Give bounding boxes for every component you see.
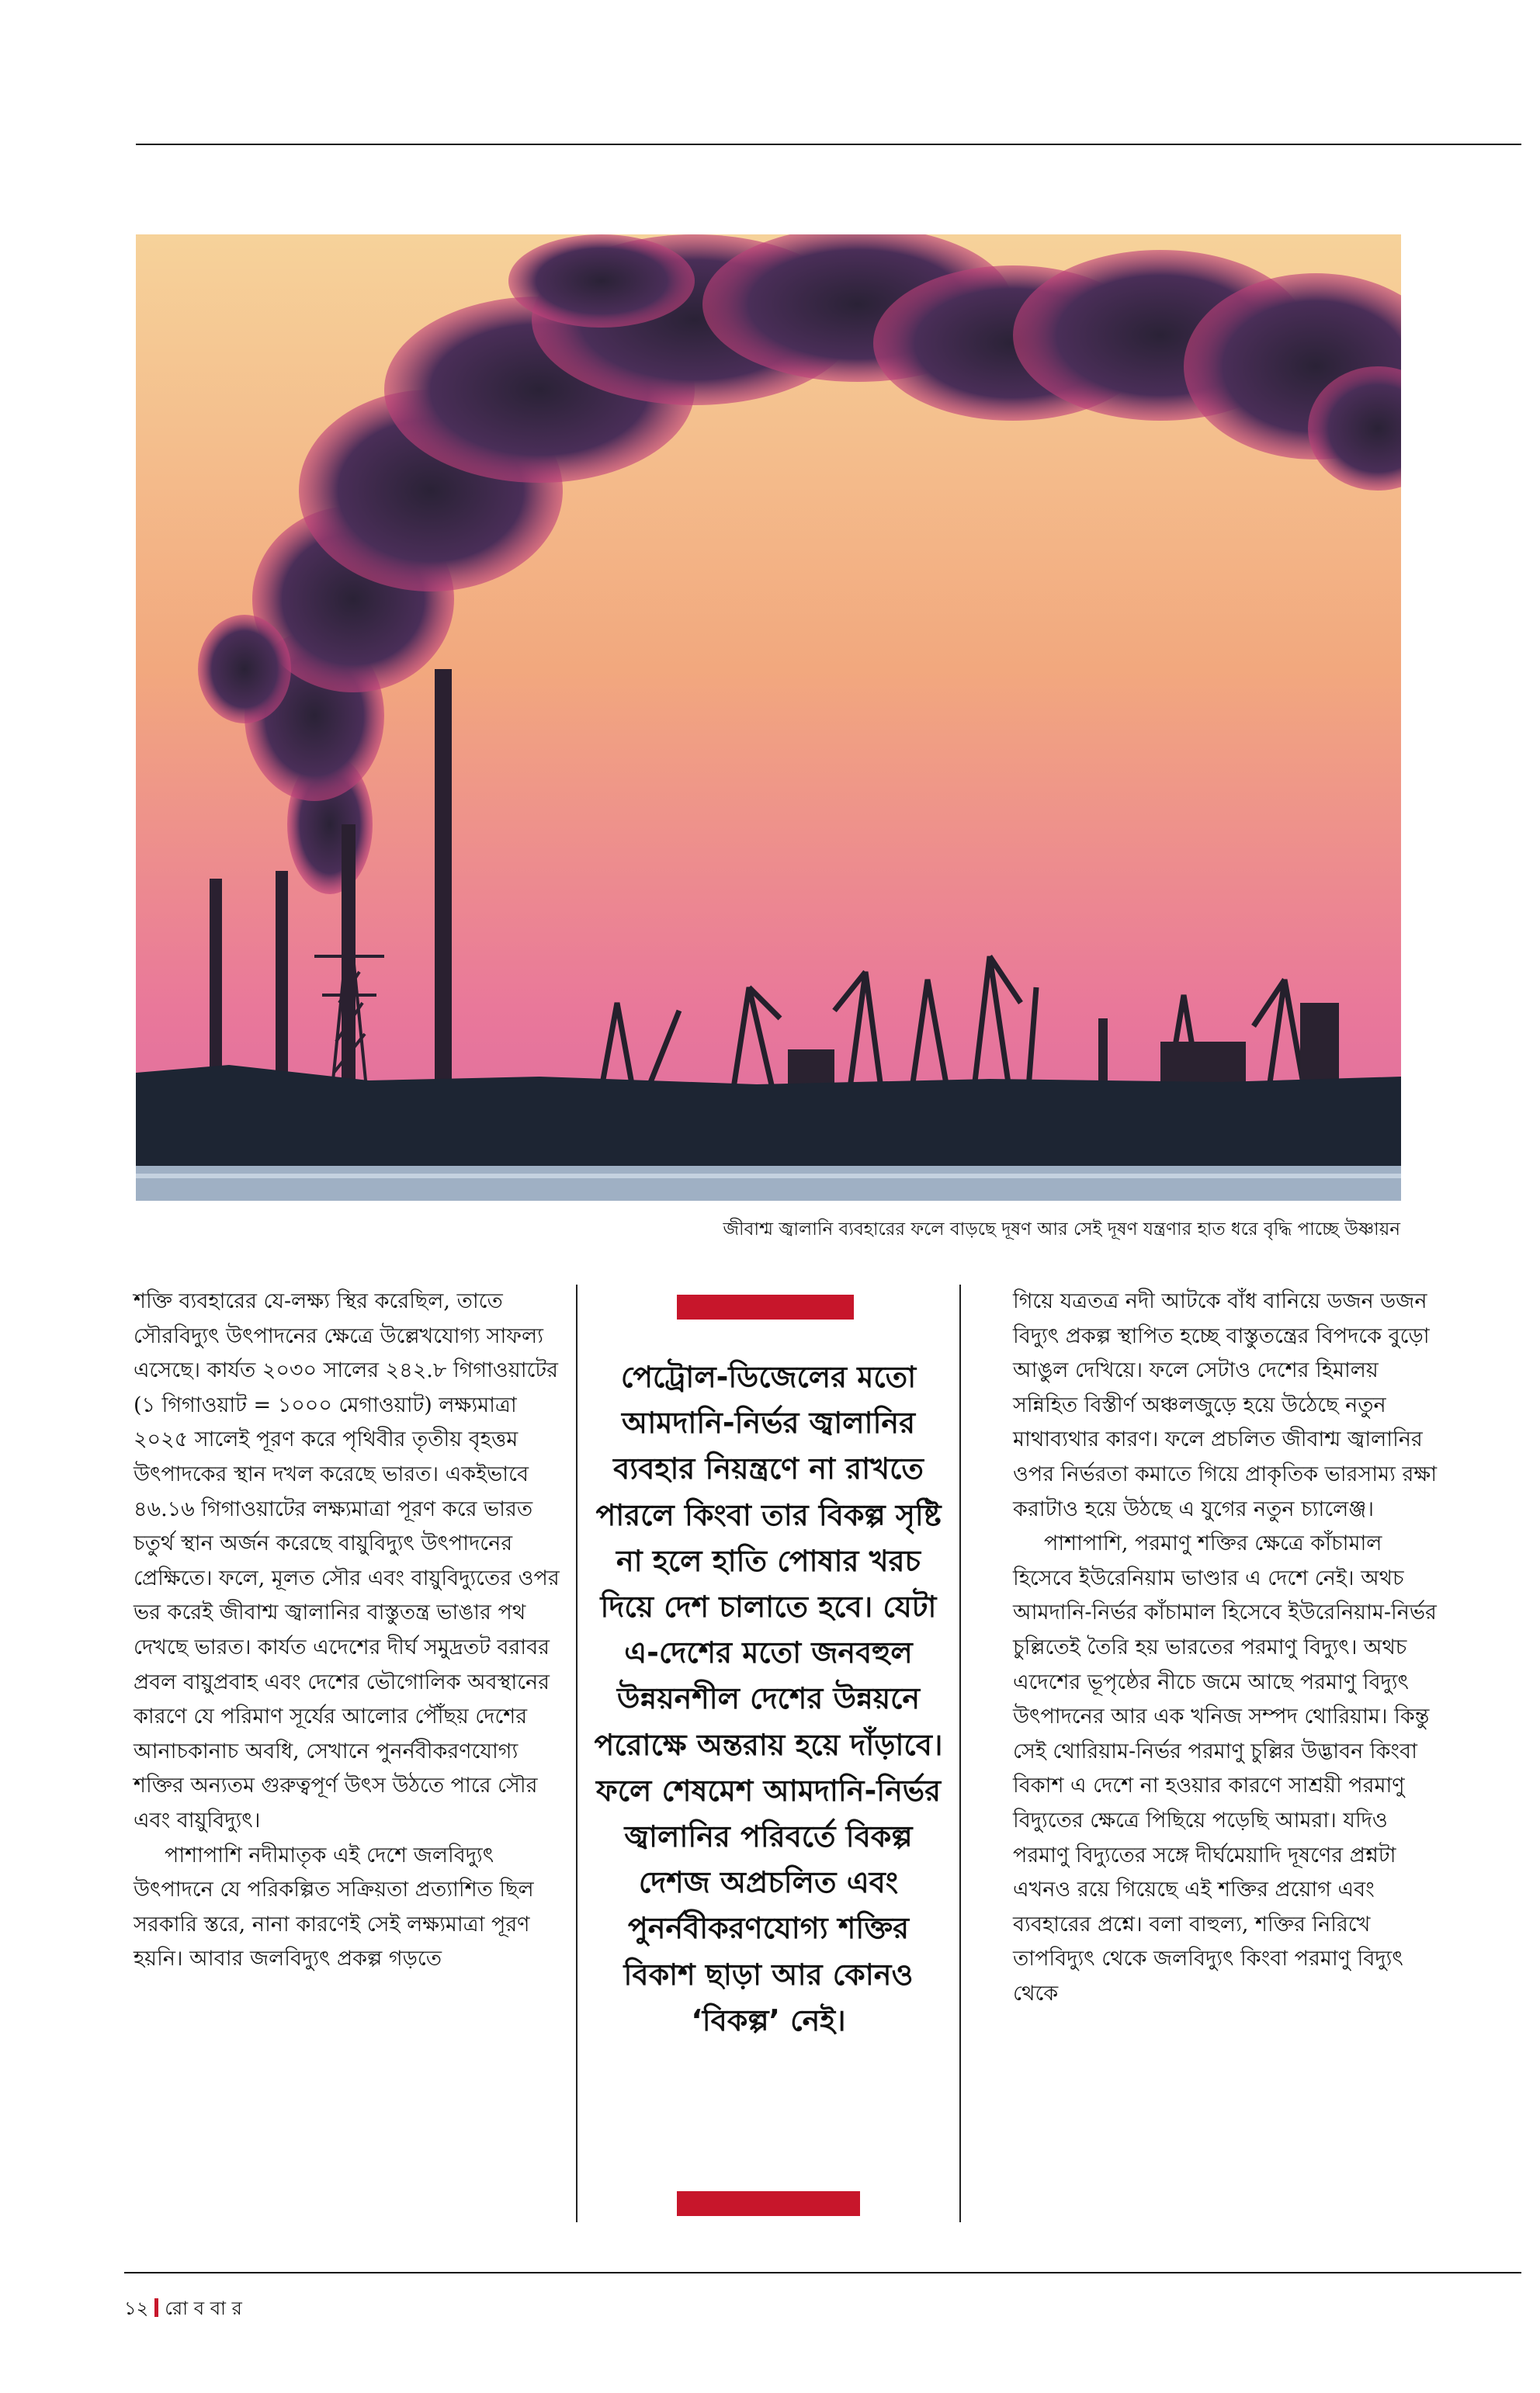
column-right: [1013, 1285, 1444, 2011]
left-paragraph-2: পাশাপাশি নদীমাতৃক এই দেশে জলবিদ্যুৎ উৎপাদনে যে পরিকল্পিত সক্রিয়তা প্রত্যাশিত ছিল সরকারি স্তরে, নানা কারণেই সেই লক্ষ্যমাত্রা পূরণ হয়নি। আবার জলবিদ্যুৎ প্রকল্প গড়তে: [134, 1843, 534, 1972]
pull-quote-bar-top: [677, 1295, 854, 1320]
pull-quote: পেট্রোল-ডিজেলের মতো আমদানি-নির্ভর জ্বালানির ব্যবহার নিয়ন্ত্রণে না রাখতে পারলে কিংবা তার বিকল্প সৃষ্টি না হলে হাতি পোষার খরচ দিয়ে দেশ চালাতে হবে। যেটা এ-দেশের মতো জনবহুল উন্নয়নশীল দেশের উন্নয়নে পরোক্ষে অন্তরায় হয়ে দাঁড়াবে। ফলে শেষমেশ আমদানি-নির্ভর জ্বালানির পরিবর্তে বিকল্প দেশজ অপ্রচলিত এবং পুনর্নবীকরণযোগ্য শক্তির বিকাশ ছাড়া আর কোনও ‘বিকল্প’ নেই।: [594, 1360, 943, 2038]
pull-quote-bar-bottom: [677, 2191, 860, 2216]
page-footer: [124, 2296, 242, 2321]
photo-caption: জীবাশ্ম জ্বালানি ব্যবহারের ফলে বাড়ছে দূষণ আর সেই দূষণ যন্ত্রণার হাত ধরে বৃদ্ধি পাচ্ছে উষ্ণায়ন: [723, 1219, 1400, 1240]
page-number: ১২: [124, 2298, 149, 2319]
article-photo: [136, 234, 1401, 1201]
right-paragraph-2: পাশাপাশি, পরমাণু শক্তির ক্ষেত্রে কাঁচামাল হিসেবে ইউরেনিয়াম ভাণ্ডার এ দেশে নেই। অথচ আমদানি-নির্ভর কাঁচামাল হিসেবে ইউরেনিয়াম-নির্ভর চুল্লিতেই তৈরি হয় ভারতের পরমাণু বিদ্যুৎ। অথচ এদেশের ভূপৃষ্ঠের নীচে জমে আছে পরমাণু বিদ্যুৎ উৎপাদনের আর এক খনিজ সম্পদ থোরিয়াম। কিন্তু সেই থোরিয়াম-নির্ভর পরমাণু চুল্লির উদ্ভাবন কিংবা বিকাশ এ দেশে না হওয়ার কারণে সাশ্রয়ী পরমাণু বিদ্যুতের ক্ষেত্রে পিছিয়ে পড়েছি আমরা। যদিও পরমাণু বিদ্যুতের সঙ্গে দীর্ঘমেয়াদি দূষণের প্রশ্নটা এখনও রয়ে গিয়েছে এই শক্তির প্রয়োগ এবং ব্যবহারের প্রশ্নে। বলা বাহুল্য, শক্তির নিরিখে তাপবিদ্যুৎ থেকে জলবিদ্যুৎ কিংবা পরমাণু বিদ্যুৎ থেকে: [1013, 1531, 1437, 2006]
column-divider-right: [959, 1285, 961, 2222]
left-paragraph-1: শক্তি ব্যবহারের যে-লক্ষ্য স্থির করেছিল, তাতে সৌরবিদ্যুৎ উৎপাদনের ক্ষেত্রে উল্লেখযোগ্য সাফল্য এসেছে। কার্যত ২০৩০ সালের ২৪২.৮ গিগাওয়াটের (১ গিগাওয়াট = ১০০০ মেগাওয়াট) লক্ষ্যমাত্রা ২০২৫ সালেই পূরণ করে পৃথিবীর তৃতীয় বৃহত্তম উৎপাদকের স্থান দখল করেছে ভারত। একইভাবে ৪৬.১৬ গিগাওয়াটের লক্ষ্যমাত্রা পূরণ করে ভারত চতুর্থ স্থান অর্জন করেছে বায়ুবিদ্যুৎ উৎপাদনের প্রেক্ষিতে। ফলে, মূলত সৌর এবং বায়ুবিদ্যুতের ওপর ভর করেই জীবাশ্ম জ্বালানির বাস্তুতন্ত্র ভাঙার পথ দেখছে ভারত। কার্যত এদেশের দীর্ঘ সমুদ্রতট বরাবর প্রবল বায়ুপ্রবাহ এবং দেশের ভৌগোলিক অবস্থানের কারণে যে পরিমাণ সূর্যের আলোর পৌঁছয় দেশের আনাচকানাচ অবধি, সেখানে পুনর্নবীকরণযোগ্য শক্তির অন্যতম গুরুত্বপূর্ণ উৎস উঠতে পারে সৌর এবং বায়ুবিদ্যুৎ।: [134, 1289, 560, 1833]
bottom-rule: [124, 2272, 1521, 2273]
column-left: [134, 1285, 568, 1977]
magazine-name: রো ব বা র: [165, 2298, 242, 2319]
right-paragraph-1: গিয়ে যত্রতত্র নদী আটকে বাঁধ বানিয়ে ডজন ডজন বিদ্যুৎ প্রকল্প স্থাপিত হচ্ছে বাস্তুতন্ত্রের বিপদকে বুড়ো আঙুল দেখিয়ে। ফলে সেটাও দেশের হিমালয় সন্নিহিত বিস্তীর্ণ অঞ্চলজুড়ে হয়ে উঠেছে নতুন মাথাব্যথার কারণ। ফলে প্রচলিত জীবাশ্ম জ্বালানির ওপর নির্ভরতা কমাতে গিয়ে প্রাকৃতিক ভারসাম্য রক্ষা করাটাও হয়ে উঠছে এ যুগের নতুন চ্যালেঞ্জ।: [1013, 1289, 1438, 1521]
column-divider-left: [576, 1285, 578, 2222]
footer-separator: [154, 2298, 158, 2317]
top-rule: [136, 144, 1521, 145]
